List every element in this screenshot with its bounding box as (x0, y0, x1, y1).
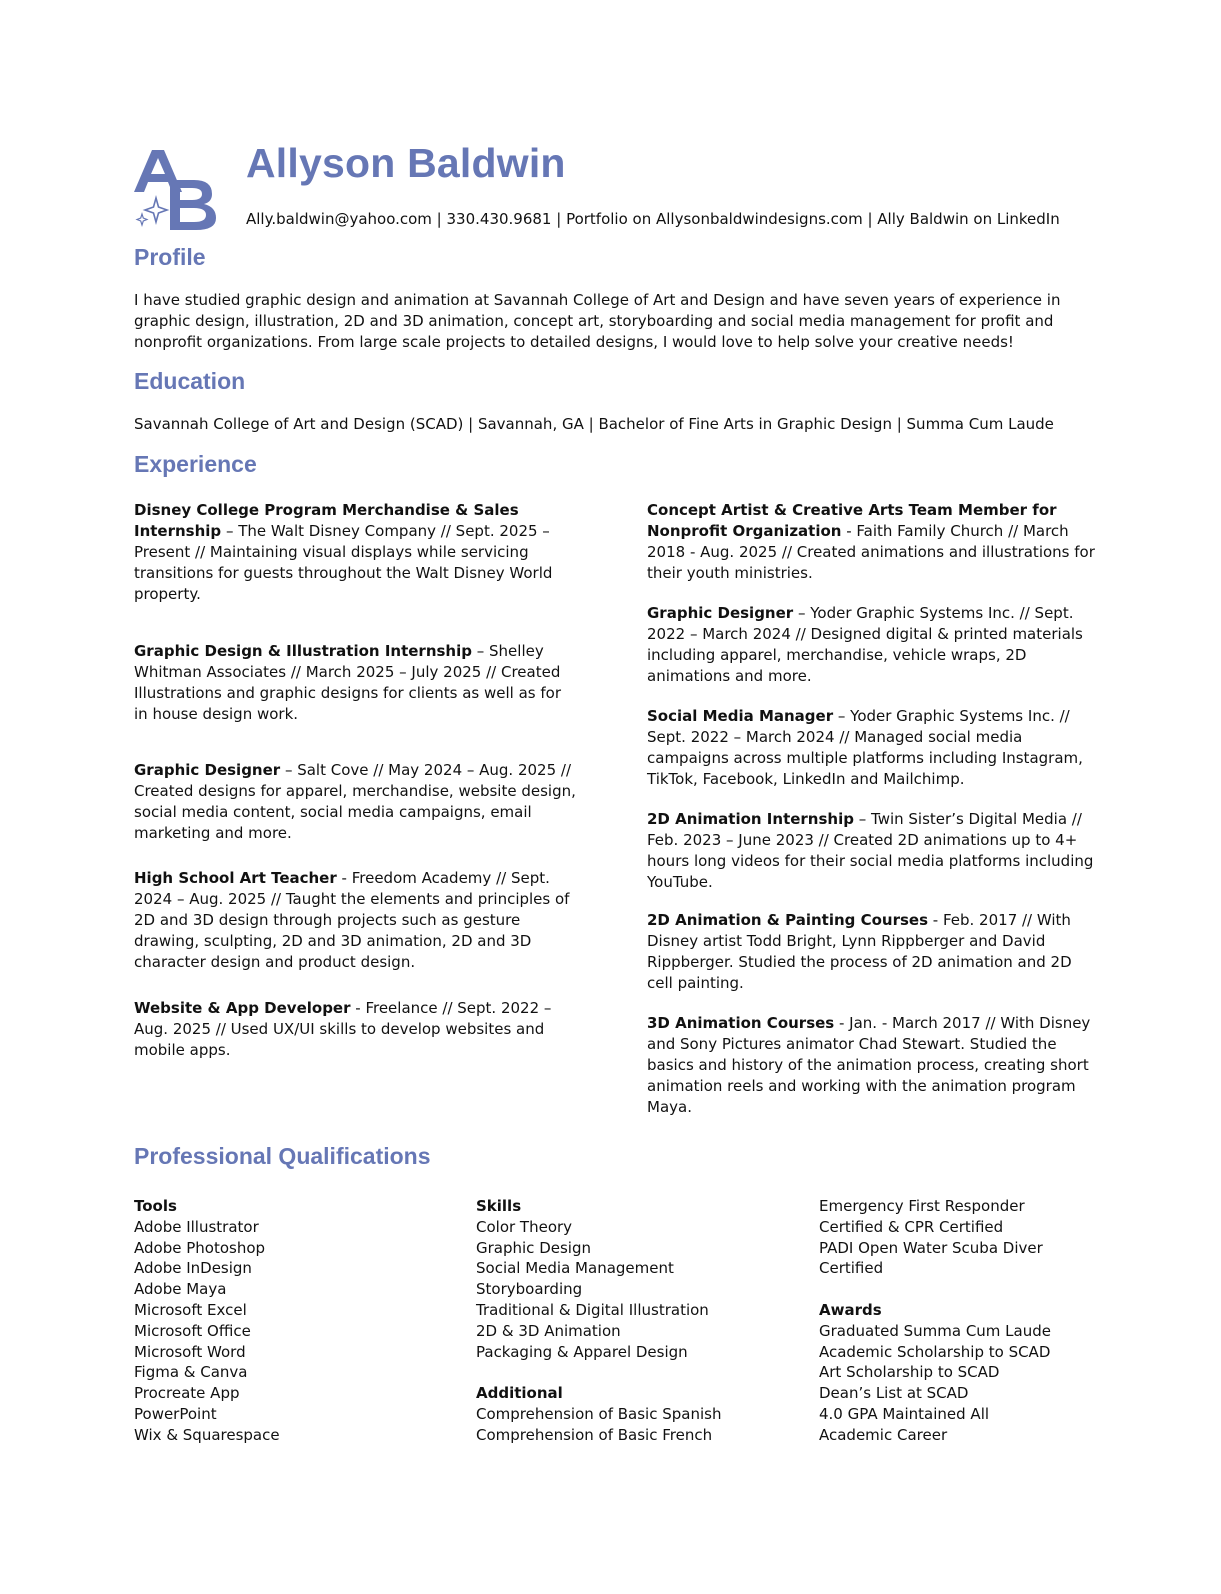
list-item: Adobe Maya (134, 1280, 227, 1299)
experience-details: - Freelance // Sept. 2022 – Aug. 2025 // Used UX/UI skills to develop websites and mobile apps. (134, 999, 552, 1059)
experience-details: - Freedom Academy // Sept. 2024 – Aug. 2025 // Taught the elements and principles of 2D and 3D design through projects such as gesture drawing, sculpting, 2D and 3D animation, 2D and 3D character design and product design. (134, 869, 570, 971)
education-heading: Education (134, 368, 246, 394)
experience-entry (647, 706, 1097, 790)
profile-text: I have studied graphic design and animation at Savannah College of Art and Design and have seven years of experience in graphic design, illustration, 2D and 3D animation, concept art, storyboarding and social media management for profit and nonprofit organizations. From large scale projects to detailed designs, I would love to help solve your creative needs! (134, 291, 1061, 351)
contact-line: Ally.baldwin@yahoo.com | 330.430.9681 | Portfolio on Allysonbaldwindesigns.com | Ally Baldwin on LinkedIn (246, 210, 1060, 228)
list-item: Adobe Photoshop (134, 1238, 266, 1257)
list-item: Storyboarding (476, 1280, 583, 1299)
awards-list (819, 1321, 1051, 1446)
tools-heading: Tools (134, 1197, 177, 1215)
experience-details: – Shelley Whitman Associates // March 2025 – July 2025 // Created Illustrations and graphic designs for clients as well as for in house design work. (134, 642, 562, 723)
experience-entry (647, 603, 1097, 687)
experience-entry (134, 500, 579, 605)
experience-details: - Feb. 2017 // With Disney artist Todd Bright, Lynn Rippberger and David Rippberger. Studied the process of 2D animation and 2D cell painting. (647, 911, 1072, 992)
experience-title: Graphic Designer (647, 604, 794, 622)
experience-details: – Yoder Graphic Systems Inc. // Sept. 2022 – March 2024 // Designed digital & printed materials including apparel, merchandise, vehicle wraps, 2D animations and more. (647, 604, 1083, 685)
experience-details: – Twin Sister’s Digital Media // Feb. 2023 – June 2023 // Created 2D animations up to 4+ hours long videos for their social media platforms including YouTube. (647, 810, 1094, 891)
experience-entry (647, 809, 1097, 893)
certifications-awards-column (819, 1196, 1051, 1446)
experience-entry (134, 868, 579, 973)
experience-title: 2D Animation Internship (647, 810, 854, 828)
list-item: Certified (819, 1259, 884, 1278)
list-item: Certified & CPR Certified (819, 1217, 1004, 1236)
experience-entry (647, 1013, 1097, 1118)
list-item: Figma & Canva (134, 1363, 248, 1382)
experience-entry (134, 998, 579, 1061)
tools-column (134, 1196, 280, 1446)
list-item: Microsoft Word (134, 1342, 246, 1361)
list-item: Packaging & Apparel Design (476, 1342, 688, 1361)
monogram-logo (132, 148, 222, 232)
experience-details: - Faith Family Church // March 2018 - Aug. 2025 // Created animations and illustrations for their youth ministries. (647, 522, 1095, 582)
experience-title: Disney College Program Merchandise & Sales Internship (134, 501, 519, 540)
awards-heading: Awards (819, 1300, 882, 1319)
experience-title: Website & App Developer (134, 999, 351, 1017)
list-item: Academic Scholarship to SCAD (819, 1342, 1051, 1361)
list-item: Wix & Squarespace (134, 1425, 280, 1444)
experience-heading: Experience (134, 451, 257, 477)
profile-heading: Profile (134, 244, 206, 270)
candidate-name: Allyson Baldwin (246, 140, 566, 186)
skills-list (476, 1217, 721, 1363)
qualifications-heading: Professional Qualifications (134, 1143, 431, 1169)
skills-heading: Skills (476, 1197, 522, 1215)
experience-title: High School Art Teacher (134, 869, 337, 887)
education-text: Savannah College of Art and Design (SCAD) | Savannah, GA | Bachelor of Fine Arts in Graphic Design | Summa Cum Laude (134, 415, 1054, 433)
tools-list (134, 1217, 280, 1446)
experience-details: – Yoder Graphic Systems Inc. // Sept. 2022 – March 2024 // Managed social media campaigns across multiple platforms including Instagram, TikTok, Facebook, LinkedIn and Mailchimp. (647, 707, 1083, 788)
experience-title: Concept Artist & Creative Arts Team Member for Nonprofit Organization (647, 501, 1057, 540)
experience-title: 3D Animation Courses (647, 1014, 835, 1032)
experience-title: Graphic Designer (134, 761, 281, 779)
list-item: Procreate App (134, 1384, 240, 1403)
list-item: 4.0 GPA Maintained All (819, 1404, 990, 1423)
experience-entry (647, 910, 1097, 994)
certifications-list (819, 1196, 1051, 1279)
experience-entry (134, 641, 579, 725)
list-item: Microsoft Office (134, 1321, 251, 1340)
list-item: PowerPoint (134, 1404, 217, 1423)
list-item: Traditional & Digital Illustration (476, 1300, 709, 1319)
list-item: Microsoft Excel (134, 1300, 247, 1319)
list-item: Art Scholarship to SCAD (819, 1363, 1000, 1382)
experience-title: 2D Animation & Painting Courses (647, 911, 929, 929)
list-item: Graphic Design (476, 1238, 591, 1257)
experience-entry (647, 500, 1097, 584)
additional-list (476, 1404, 721, 1446)
list-item: Adobe Illustrator (134, 1217, 259, 1236)
list-item: Academic Career (819, 1425, 948, 1444)
list-item: Social Media Management (476, 1259, 674, 1278)
experience-title: Social Media Manager (647, 707, 834, 725)
experience-details: – The Walt Disney Company // Sept. 2025 – Present // Maintaining visual displays while servicing transitions for guests throughout the Walt Disney World property. (134, 522, 553, 603)
list-item: Adobe InDesign (134, 1259, 252, 1278)
list-item: Emergency First Responder (819, 1197, 1025, 1215)
list-item: 2D & 3D Animation (476, 1321, 621, 1340)
list-item: Dean’s List at SCAD (819, 1384, 969, 1403)
experience-details: - Jan. - March 2017 // With Disney and Sony Pictures animator Chad Stewart. Studied the basics and history of the animation process, creating short animation reels and working with the animation program Maya. (647, 1014, 1091, 1116)
list-item: Graduated Summa Cum Laude (819, 1321, 1051, 1340)
additional-heading: Additional (476, 1384, 563, 1403)
list-item: Comprehension of Basic Spanish (476, 1404, 722, 1423)
experience-entry (134, 760, 579, 844)
experience-details: – Salt Cove // May 2024 – Aug. 2025 // Created designs for apparel, merchandise, website design, social media content, social media campaigns, email marketing and more. (134, 761, 576, 842)
list-item: Comprehension of Basic French (476, 1425, 713, 1444)
skills-column (476, 1196, 721, 1446)
list-item: Color Theory (476, 1217, 573, 1236)
list-item: PADI Open Water Scuba Diver (819, 1238, 1043, 1257)
experience-title: Graphic Design & Illustration Internship (134, 642, 472, 660)
